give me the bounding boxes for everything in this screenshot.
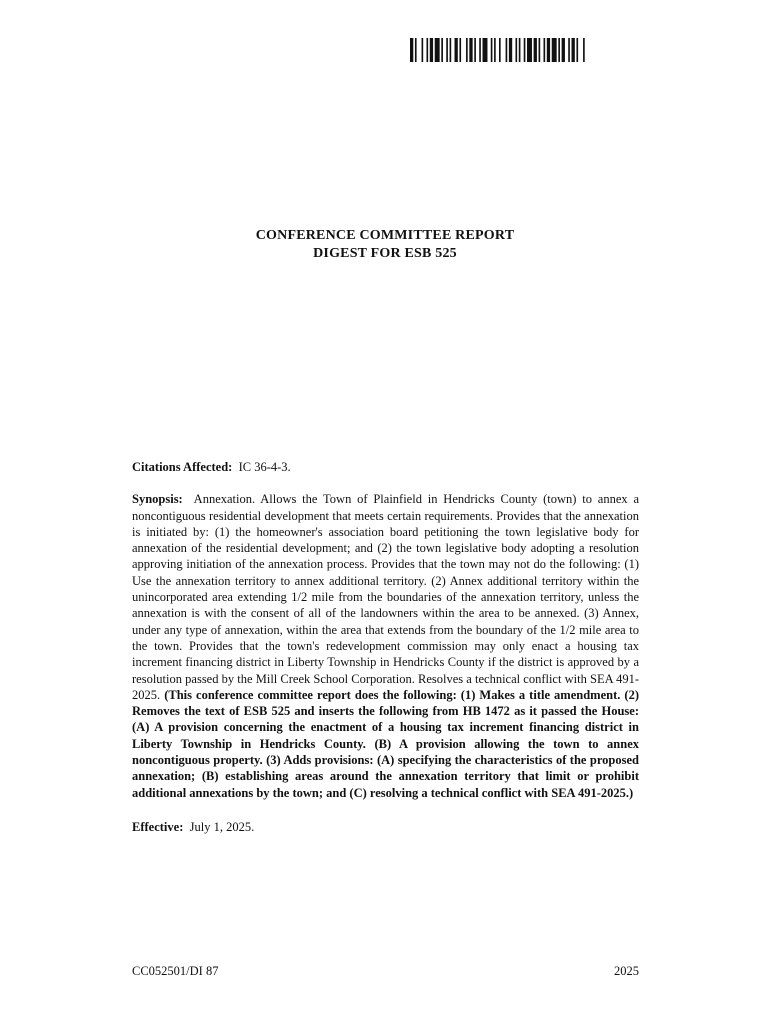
document-code: CC052501/DI 87: [132, 964, 219, 978]
barcode-bar: [568, 38, 570, 62]
barcode-bar: [534, 38, 537, 62]
digest-body: [132, 459, 639, 835]
barcode-bar: [435, 38, 440, 62]
barcode-bar: [572, 38, 575, 62]
barcode-bar: [552, 38, 557, 62]
barcode-bar: [524, 38, 526, 62]
barcode-bar: [499, 38, 501, 62]
barcode-bar: [446, 38, 448, 62]
barcode-bar: [558, 38, 560, 62]
barcode-bar: [430, 38, 433, 62]
report-title: [0, 227, 770, 263]
barcode-bar: [426, 38, 428, 62]
effective-value: July 1, 2025.: [189, 819, 255, 834]
synopsis: [132, 491, 639, 801]
barcode-bar: [509, 38, 512, 62]
synopsis-text: Annexation. Allows the Town of Plainfield in Hendricks County (town) to annex a noncontiguous residential development that meets certain requirements. Provides that the annexation is initiated by: (1) the homeowner's association board petitioning the town legislative body for annexation of the residential development; and (2) the town legislative body adopting a resolution approving initiation of the annexation process. Provides that the town may not do the following: (1) Use the annexation territory to annex additional territory. (2) Annex additional territory within the unincorporated area extending 1/2 mile from the boundaries of the annexation territory, unless the annexation is with the consent of all of the landowners within the area to be annexed. (3) Annex, under any type of annexation, within the area that extends from the boundary of the 1/2 mile area to the town. Provides that the town's redevelopment commission may only enact a housing tax increment financing district in Liberty Township in Hendricks County if the district is approved by a resolution passed by the Mill Creek School Corporation. Resolves a technical conflict with SEA 491-2025.: [132, 492, 639, 702]
effective-date: [132, 819, 639, 835]
report-title-line-2: DIGEST FOR ESB 525: [313, 246, 457, 261]
barcode-bar: [474, 38, 476, 62]
barcode-bar: [450, 38, 452, 62]
barcode-bar: [483, 38, 488, 62]
barcode-bar: [455, 38, 458, 62]
barcode-bar: [479, 38, 481, 62]
barcode-bar: [466, 38, 468, 62]
barcode-bar: [441, 38, 443, 62]
barcode-bar: [506, 38, 508, 62]
barcode-bar: [494, 38, 496, 62]
barcode-bar: [547, 38, 550, 62]
document-year: 2025: [614, 964, 639, 978]
barcode-bar: [539, 38, 541, 62]
report-title-line-1: CONFERENCE COMMITTEE REPORT: [255, 228, 515, 243]
barcode-bar: [544, 38, 546, 62]
barcode-bar: [527, 38, 532, 62]
barcode-bar: [469, 38, 472, 62]
barcode-bar: [459, 38, 461, 62]
barcode-bar: [576, 38, 578, 62]
barcode-bar: [562, 38, 565, 62]
citations-affected: [132, 459, 639, 475]
barcode-bar: [422, 38, 424, 62]
barcode-bar: [583, 38, 585, 62]
effective-label: Effective:: [132, 819, 184, 834]
citations-label: Citations Affected:: [132, 460, 233, 474]
citations-value: IC 36-4-3.: [238, 460, 291, 474]
barcode: [410, 38, 588, 62]
synopsis-committee-changes: (This conference committee report does the following: (1) Makes a title amendment. (2) Removes the text of ESB 525 and inserts the following from HB 1472 as it passed the House: (A) A provision concerning the enactment of a housing tax increment financing district in Liberty Township in Hendricks County. (B) A provision allowing the town to annex noncontiguous property. (3) Adds provisions: (A) specifying the characteristics of the proposed annexation; (B) establishing areas around the annexation territory that limit or prohibit additional annexations by the town; and (C) resolving a technical conflict with SEA 491-2025.): [132, 687, 640, 800]
barcode-bar: [410, 38, 413, 62]
synopsis-label: Synopsis:: [132, 492, 183, 507]
barcode-bar: [519, 38, 521, 62]
barcode-bar: [491, 38, 493, 62]
barcode-bar: [415, 38, 417, 62]
barcode-bar: [515, 38, 517, 62]
